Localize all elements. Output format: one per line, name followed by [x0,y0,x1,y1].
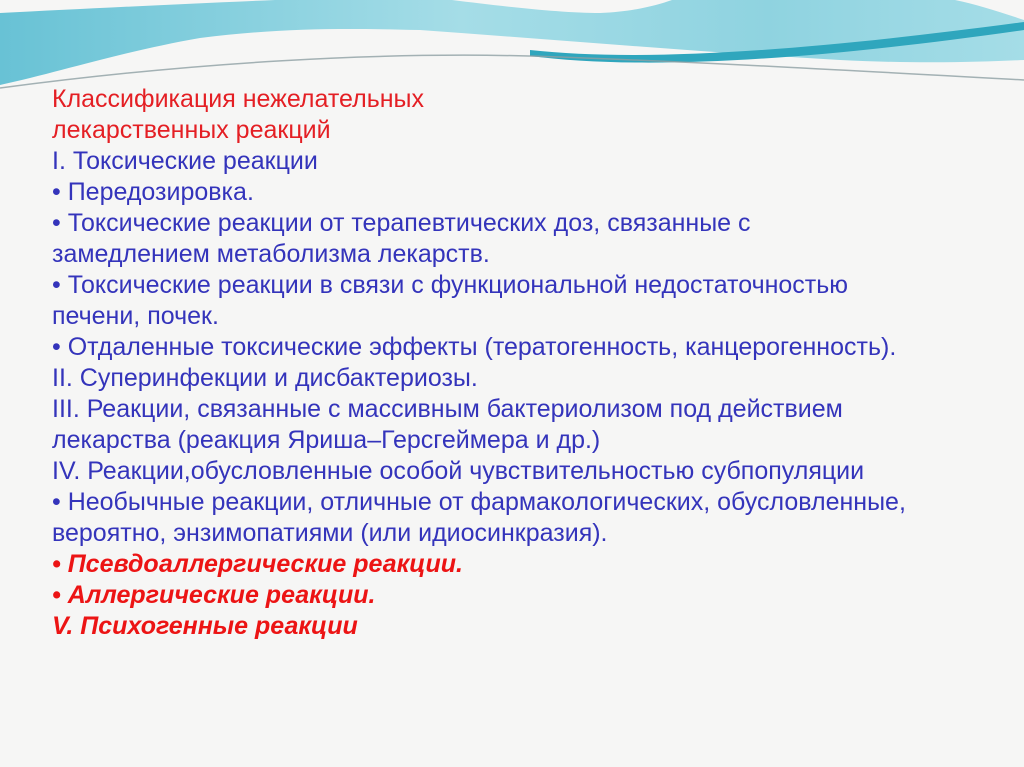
slide-text-line: вероятно, энзимопатиями (или идиосинкразия). [52,519,608,547]
slide-text-line: печени, почек. [52,302,219,330]
slide-title-line: лекарственных реакций [52,116,331,144]
slide-text-line: II. Суперинфекции и дисбактериозы. [52,364,478,392]
slide-text-line: IV. Реакции,обусловленные особой чувствительностью субпопуляции [52,457,865,485]
slide-text-line: • Передозировка. [52,178,254,206]
slide-text-line: • Аллергические реакции. [52,581,376,609]
slide-text-line: • Токсические реакции от терапевтических доз, связанные с [52,209,751,237]
slide-text-line: лекарства (реакция Яриша–Герсгеймера и др.) [52,426,601,454]
slide-text-line: I. Токсические реакции [52,147,318,175]
slide-text-line: • Токсические реакции в связи с функциональной недостаточностью [52,271,849,299]
slide-text-line: • Отдаленные токсические эффекты (тератогенность, канцерогенность). [52,333,897,361]
slide-text-line: III. Реакции, связанные с массивным бактериолизом под действием [52,395,843,423]
slide-text-line: V. Психогенные реакции [52,612,358,640]
slide-text-block [52,84,982,642]
slide-text-line: замедлением метаболизма лекарств. [52,240,490,268]
slide-text-line: • Псевдоаллергические реакции. [52,550,463,578]
slide-title-line: Классификация нежелательных [52,85,425,113]
slide-text-line: • Необычные реакции, отличные от фармакологических, обусловленные, [52,488,906,516]
